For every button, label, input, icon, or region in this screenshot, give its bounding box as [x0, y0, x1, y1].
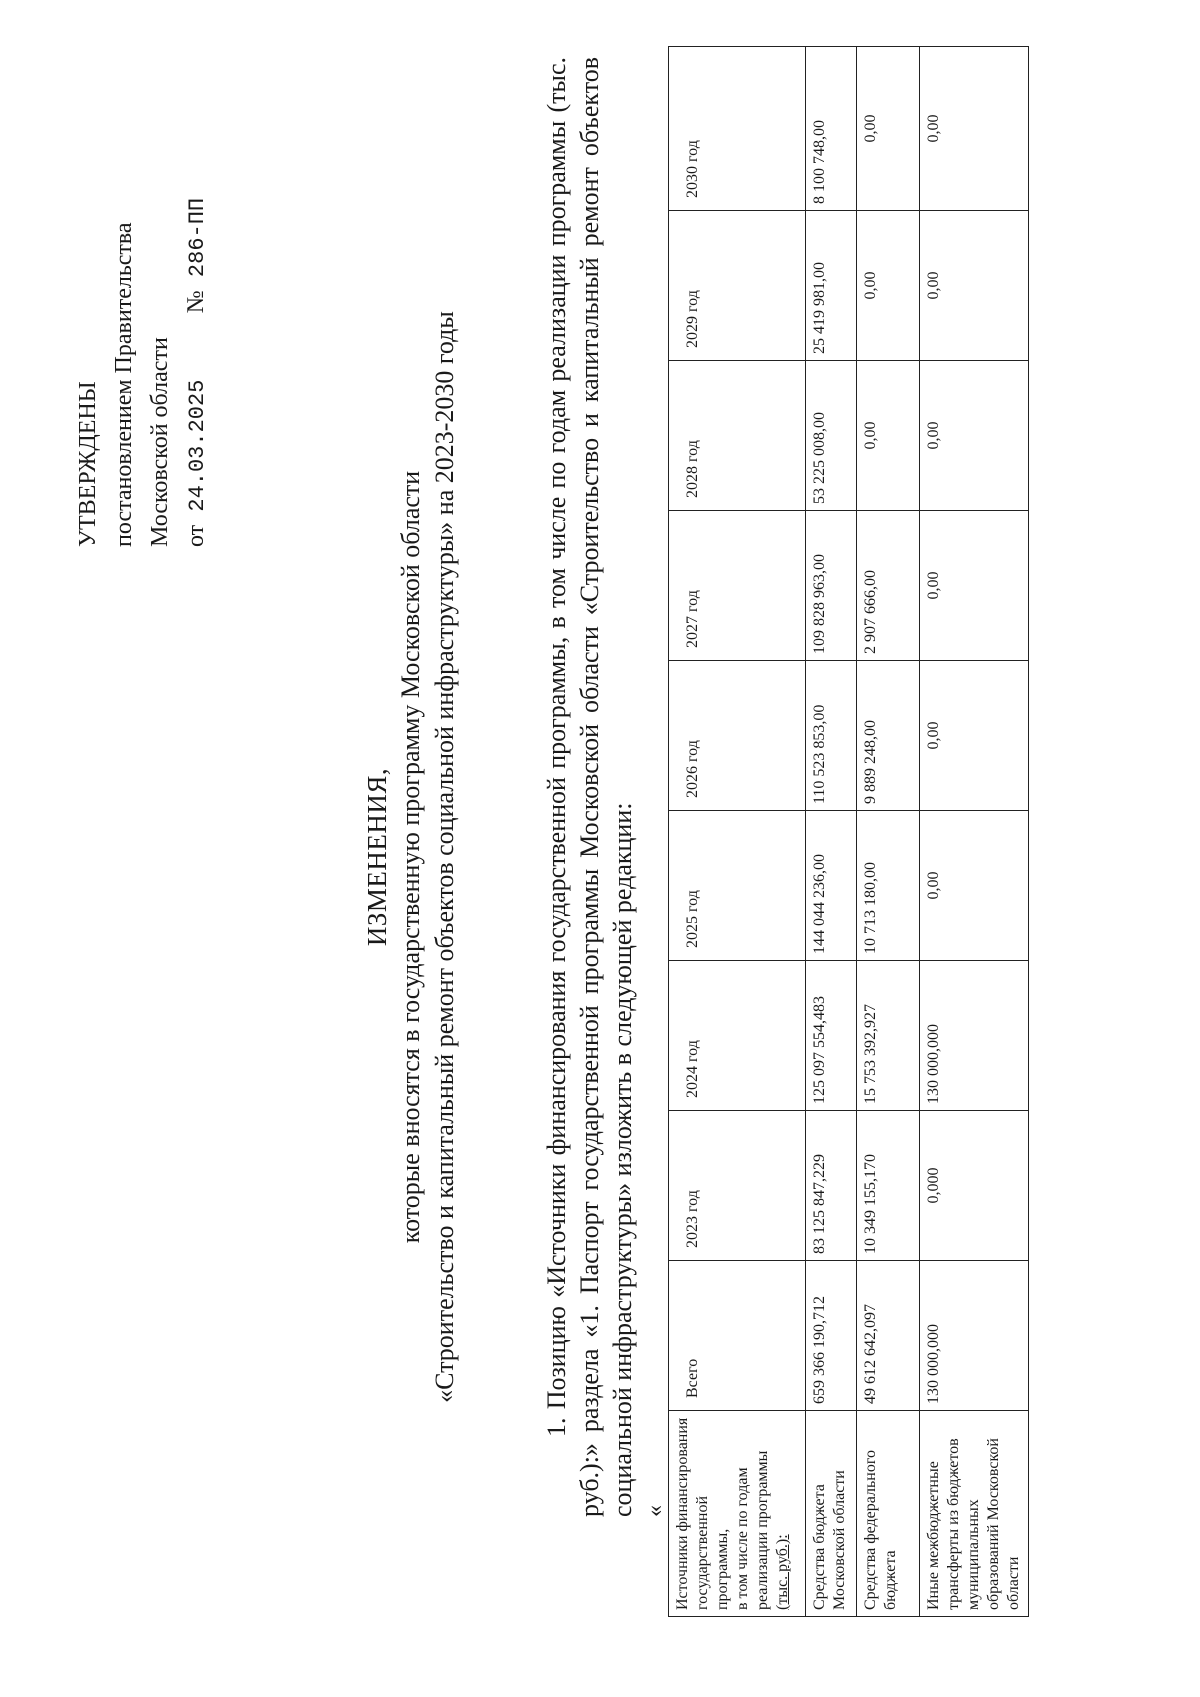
table-cell: 0,00	[920, 511, 1029, 661]
column-header: 2025 год	[669, 811, 806, 961]
table-cell: 659 366 190,712	[806, 1261, 857, 1411]
table-row	[806, 47, 857, 1617]
header-source-unit: (тыс. руб.):	[774, 1534, 791, 1610]
table-cell: 15 753 392,927	[857, 961, 920, 1111]
heading-line-3: «Строительство и капитальный ремонт объектов социальной инфраструктуры» на 2023-2030 годы	[430, 311, 459, 1403]
table-cell: 2 907 666,00	[857, 511, 920, 661]
column-header: 2026 год	[669, 661, 806, 811]
table-row	[920, 47, 1029, 1617]
table-header-row	[669, 47, 806, 1617]
table-cell: 0,00	[920, 811, 1029, 961]
table-cell: 110 523 853,00	[806, 661, 857, 811]
date-prefix: от	[183, 524, 209, 547]
header-source-cell	[669, 1411, 806, 1617]
table-cell: 0,00	[857, 361, 920, 511]
table-cell: 10 713 180,00	[857, 811, 920, 961]
approval-line-3: Московской области	[147, 337, 173, 547]
financing-table	[668, 46, 1029, 1617]
intro-text: 1. Позицию «Источники финансирования государственной программы, в том числе по годам реализации программы (тыс. руб.):» раздела «1. Паспорт государственной программы Московской области «Строительство и капитальный ремонт объектов социальной инфраструктуры» изложить в следующей редакции:	[542, 57, 637, 1517]
table-cell: 9 889 248,00	[857, 661, 920, 811]
table-cell: 25 419 981,00	[806, 211, 857, 361]
row-label: Иные межбюджетные трансферты из бюджетов муниципальных образований Московской области	[920, 1411, 1029, 1617]
table-cell: 49 612 642,097	[857, 1261, 920, 1411]
table-cell: 10 349 155,170	[857, 1111, 920, 1261]
heading-title: ИЗМЕНЕНИЯ,	[362, 767, 392, 947]
table-cell: 130 000,000	[920, 1261, 1029, 1411]
header-source-line: Источники финансирования государственной программы,	[674, 1417, 731, 1610]
header-source-line: реализации программы	[754, 1450, 771, 1610]
approval-stamp	[70, 198, 216, 547]
approval-number: 286-ПП	[185, 197, 210, 278]
row-label: Средства бюджета Московской области	[806, 1411, 857, 1617]
column-header: 2023 год	[669, 1111, 806, 1261]
column-header: 2030 год	[669, 47, 806, 211]
heading-line-2: которые вносятся в государственную программу Московской области	[396, 470, 425, 1244]
table-cell: 0,00	[857, 47, 920, 211]
column-header: Всего	[669, 1261, 806, 1411]
table-cell: 8 100 748,00	[806, 47, 857, 211]
table-cell: 0,00	[920, 211, 1029, 361]
table-cell: 130 000,000	[920, 961, 1029, 1111]
table-cell: 83 125 847,229	[806, 1111, 857, 1261]
table-cell: 53 225 008,00	[806, 361, 857, 511]
table-cell: 0,000	[920, 1111, 1029, 1261]
column-header: 2024 год	[669, 961, 806, 1111]
table-cell: 125 097 554,483	[806, 961, 857, 1111]
opening-quote: «	[642, 1505, 668, 1517]
table-cell: 144 044 236,00	[806, 811, 857, 961]
table-cell: 0,00	[920, 661, 1029, 811]
number-sign: №	[183, 290, 209, 314]
table-cell: 109 828 963,00	[806, 511, 857, 661]
column-header: 2029 год	[669, 211, 806, 361]
approval-date-number	[178, 198, 216, 547]
column-header: 2027 год	[669, 511, 806, 661]
approval-line-2: постановлением Правительства	[111, 222, 137, 547]
row-label: Средства федерального бюджета	[857, 1411, 920, 1617]
table-cell: 0,00	[857, 211, 920, 361]
header-source-line: в том числе по годам	[734, 1467, 751, 1610]
column-header: 2028 год	[669, 361, 806, 511]
table-cell: 0,00	[920, 47, 1029, 211]
intro-paragraph	[540, 57, 639, 1517]
table-row	[857, 47, 920, 1617]
document-heading	[360, 257, 462, 1457]
approval-title: УТВЕРЖДЕНЫ	[75, 381, 101, 547]
approval-date: 24.03.2025	[185, 379, 210, 512]
table-cell: 0,00	[920, 361, 1029, 511]
